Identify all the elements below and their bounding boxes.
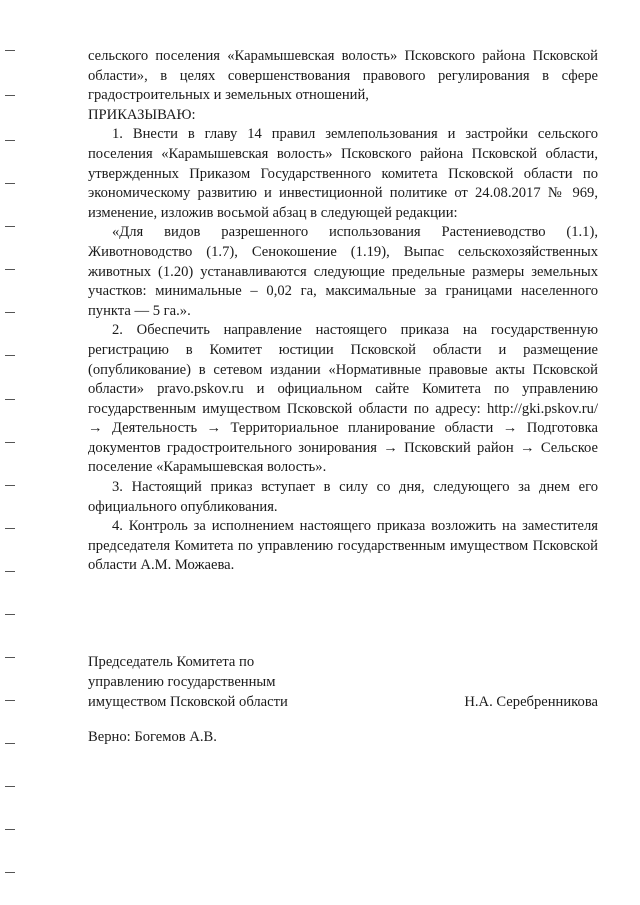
margin-mark (5, 485, 15, 486)
margin-mark (5, 183, 15, 184)
item-1-paragraph: 1. Внести в главу 14 правил землепользования и застройки сельского поселения «Карамышевская волость» Псковского района Псковской области, утвержденных Приказом Государственного комитета Псковской области по экономическому развитию и инвестиционной политике от 24.08.2017 № 969, изменение, изложив восьмой абзац в следующей редакции: (88, 126, 598, 221)
margin-mark (5, 657, 15, 658)
margin-mark (5, 442, 15, 443)
item-1-quote: «Для видов разрешенного использования Растениеводство (1.1), Животноводство (1.7), Сенокошение (1.19), Выпас сельскохозяйственных животных (1.20) устанавливаются следующие предельные размеры земельных участков: минимальные – 0,02 га, максимальные за границами населенного пункта — 5 га.». (88, 224, 598, 319)
intro-paragraph: сельского поселения «Карамышевская волость» Псковского района Псковской области», в целях совершенствования правового регулирования в сфере градостроительных и земельных отношений, (88, 48, 598, 104)
item-2-paragraph: 2. Обеспечить направление настоящего приказа на государственную регистрацию в Комитет юстиции Псковской области и размещение (опубликование) в сетевом издании «Нормативные правовые акты Псковской области» pravo.pskov.ru и официальном сайте Комитета по управлению государственным имуществом Псковской области по адресу: http://gki.pskov.ru/ → Деятельность → Территориальное планирование области → Подготовка документов градостроительного зонирования → Псковский район → Сельское поселение «Карамышевская волость». (88, 322, 598, 476)
margin-mark (5, 571, 15, 572)
margin-mark (5, 399, 15, 400)
document-body (88, 47, 598, 576)
margin-mark (5, 743, 15, 744)
signatory-title-line: Председатель Комитета по (88, 654, 255, 670)
margin-mark (5, 528, 15, 529)
margin-mark (5, 140, 15, 141)
margin-mark (5, 269, 15, 270)
verification-note: Верно: Богемов А.В. (88, 729, 217, 745)
margin-mark (5, 872, 15, 873)
item-3-paragraph: 3. Настоящий приказ вступает в силу со дня, следующего за днем его официального опубликования. (88, 479, 598, 515)
margin-mark (5, 312, 15, 313)
margin-mark (5, 614, 15, 615)
margin-binding-marks (5, 0, 17, 905)
margin-mark (5, 95, 15, 96)
margin-mark (5, 226, 15, 227)
signatory-name: Н.А. Серебренникова (464, 694, 598, 710)
margin-mark (5, 50, 15, 51)
margin-mark (5, 355, 15, 356)
margin-mark (5, 700, 15, 701)
signatory-title-line: имуществом Псковской области (88, 694, 288, 710)
item-4-paragraph: 4. Контроль за исполнением настоящего приказа возложить на заместителя председателя Комитета по управлению государственным имуществом Псковской области А.М. Можаева. (88, 518, 598, 574)
order-heading: ПРИКАЗЫВАЮ: (88, 106, 196, 123)
signature-block (88, 652, 598, 712)
signatory-title-line: управлению государственным (88, 674, 276, 690)
margin-mark (5, 786, 15, 787)
margin-mark (5, 829, 15, 830)
